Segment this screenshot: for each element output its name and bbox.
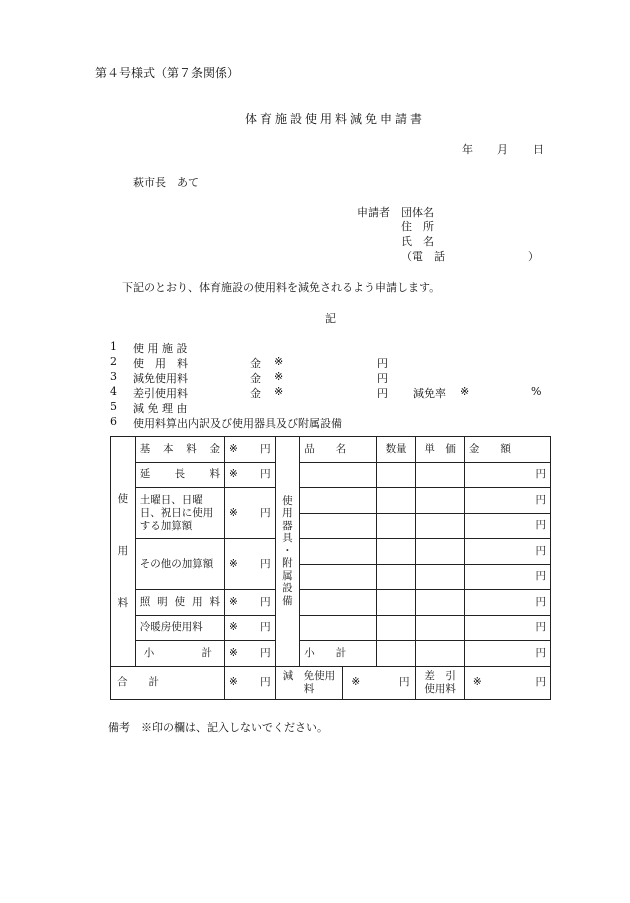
item-4-kin: 金 xyxy=(250,387,261,400)
yen: 円 xyxy=(260,676,271,688)
item-1-label: 使 用 施 設 xyxy=(133,342,188,355)
item-3-num: 3 xyxy=(110,370,117,383)
mark: ※ xyxy=(229,621,238,634)
mark: ※ xyxy=(229,595,238,608)
fee-row-label: その他の加算額 xyxy=(135,539,224,590)
yen: 円 xyxy=(260,595,271,608)
item-4-label: 差引使用料 xyxy=(133,387,188,400)
equip-subtotal-amount[interactable]: 円 xyxy=(464,641,550,667)
equip-subtotal-label: 小 計 xyxy=(300,641,376,667)
net-value xyxy=(464,666,550,699)
item-3-mark: ※ xyxy=(274,370,284,383)
item-4-percent: % xyxy=(531,385,542,398)
equip-amount-cell[interactable]: 円 xyxy=(464,590,550,616)
item-5-label: 減 免 理 由 xyxy=(133,402,188,415)
equip-char: 用 xyxy=(282,507,293,520)
total-label: 合 計 xyxy=(111,666,225,699)
applicant-phone-close: ） xyxy=(528,250,539,263)
item-2-yen: 円 xyxy=(377,357,388,370)
fee-row-label: 基本料金 xyxy=(135,437,224,463)
equip-name-cell[interactable] xyxy=(300,590,376,616)
yen: 円 xyxy=(260,506,271,519)
table-row xyxy=(111,437,551,463)
table-row xyxy=(111,590,551,616)
fee-char: 料 xyxy=(117,597,129,610)
reduced-value xyxy=(343,666,416,699)
mark: ※ xyxy=(229,676,238,688)
equip-char: 設 xyxy=(282,582,293,595)
ki-label: 記 xyxy=(325,312,336,325)
item-6-label: 使用料算出内訳及び使用器具及び附属設備 xyxy=(133,417,342,430)
equip-name-cell[interactable] xyxy=(300,513,376,539)
item-2-mark: ※ xyxy=(274,355,284,368)
header-qty: 数量 xyxy=(376,437,416,463)
mark: ※ xyxy=(351,676,361,688)
mark: ※ xyxy=(229,468,238,481)
yen: 円 xyxy=(398,676,410,688)
mark: ※ xyxy=(229,442,238,455)
item-1-num: 1 xyxy=(110,340,117,353)
equip-char: 附 xyxy=(282,557,293,570)
item-5-num: 5 xyxy=(110,400,117,413)
applicant-org-name: 団体名 xyxy=(401,206,434,219)
table-row xyxy=(111,666,551,699)
equip-price-cell[interactable] xyxy=(416,462,464,488)
table-row xyxy=(111,488,551,514)
yen: 円 xyxy=(260,621,271,634)
item-4-mark: ※ xyxy=(274,385,284,398)
equip-name-cell[interactable] xyxy=(300,462,376,488)
equip-name-cell[interactable] xyxy=(300,488,376,514)
date-year: 年 xyxy=(462,143,473,156)
equip-amount-cell[interactable]: 円 xyxy=(464,513,550,539)
item-2-num: 2 xyxy=(110,355,117,368)
equip-char: 使 xyxy=(282,494,293,507)
page-title: 体育施設使用料減免申請書 xyxy=(245,112,426,126)
header-amount: 金 額 xyxy=(464,437,550,463)
mark: ※ xyxy=(229,646,238,659)
fee-group-label xyxy=(111,437,136,667)
item-2-label: 使 用 料 xyxy=(133,357,188,370)
equip-price-cell[interactable] xyxy=(416,488,464,514)
fee-row-label: 冷暖房使用料 xyxy=(135,615,224,641)
fee-row-label: 照明使用料 xyxy=(135,590,224,616)
item-3-label: 減免使用料 xyxy=(133,372,188,385)
yen: 円 xyxy=(260,557,271,570)
yen: 円 xyxy=(260,468,271,481)
equip-qty-cell[interactable] xyxy=(376,564,416,590)
fee-subtotal-value xyxy=(225,641,276,667)
table-row xyxy=(111,615,551,641)
item-4-rate-mark: ※ xyxy=(460,385,470,398)
item-4-yen: 円 xyxy=(377,387,388,400)
date-month: 月 xyxy=(497,143,508,156)
note: 備考 ※印の欄は、記入しないでください。 xyxy=(108,721,328,734)
equip-char: 備 xyxy=(282,594,293,607)
equip-price-cell[interactable] xyxy=(416,615,464,641)
equip-qty-cell[interactable] xyxy=(376,615,416,641)
equip-subtotal-qty xyxy=(376,641,416,667)
equip-price-cell[interactable] xyxy=(416,564,464,590)
fee-row-value xyxy=(225,488,276,539)
equip-char: 属 xyxy=(282,569,293,582)
fee-row-value xyxy=(225,462,276,488)
applicant-name: 氏 名 xyxy=(401,235,434,248)
form-number: 第４号様式（第７条関係） xyxy=(95,66,240,80)
table-row xyxy=(111,462,551,488)
equip-qty-cell[interactable] xyxy=(376,488,416,514)
fee-char: 使 xyxy=(117,493,129,506)
yen: 円 xyxy=(535,676,546,688)
fee-row-label: 延長料 xyxy=(135,462,224,488)
table-row xyxy=(111,539,551,565)
equip-name-cell[interactable] xyxy=(300,615,376,641)
fee-row-value xyxy=(225,437,276,463)
equip-amount-cell[interactable]: 円 xyxy=(464,462,550,488)
header-unit-price: 単 価 xyxy=(416,437,464,463)
header-item-name: 品 名 xyxy=(300,437,376,463)
equip-name-cell[interactable] xyxy=(300,564,376,590)
item-4-rate-label: 減免率 xyxy=(413,387,446,400)
equip-qty-cell[interactable] xyxy=(376,539,416,565)
equip-amount-cell[interactable]: 円 xyxy=(464,615,550,641)
item-6-num: 6 xyxy=(110,415,117,428)
equip-price-cell[interactable] xyxy=(416,590,464,616)
date-day: 日 xyxy=(533,143,544,156)
fee-char: 用 xyxy=(117,545,129,558)
intro-text: 下記のとおり、体育施設の使用料を減免されるよう申請します。 xyxy=(122,281,441,294)
item-2-kin: 金 xyxy=(250,357,261,370)
mark: ※ xyxy=(472,676,482,688)
item-3-kin: 金 xyxy=(250,372,261,385)
fee-breakdown-table xyxy=(110,436,551,700)
applicant-address: 住 所 xyxy=(401,220,434,233)
yen: 円 xyxy=(260,646,271,659)
net-label: 差 引使用料 xyxy=(416,666,464,699)
item-4-num: 4 xyxy=(110,385,117,398)
equip-subtotal-price xyxy=(416,641,464,667)
equip-price-cell[interactable] xyxy=(416,513,464,539)
equip-amount-cell[interactable]: 円 xyxy=(464,564,550,590)
fee-row-label: 土曜日、日曜日、祝日に使用する加算額 xyxy=(135,488,224,539)
applicant-phone-open: （電 話 xyxy=(401,250,445,263)
equip-amount-cell[interactable]: 円 xyxy=(464,539,550,565)
yen: 円 xyxy=(260,442,271,455)
equip-char: 具 xyxy=(282,532,293,545)
fee-row-value xyxy=(225,539,276,590)
equip-char: ・ xyxy=(282,544,293,557)
applicant-label: 申請者 xyxy=(357,206,390,219)
equip-qty-cell[interactable] xyxy=(376,513,416,539)
addressee: 萩市長 あて xyxy=(133,176,199,189)
equip-group-label xyxy=(275,437,300,667)
fee-subtotal-label: 小計 xyxy=(135,641,224,667)
equip-qty-cell[interactable] xyxy=(376,462,416,488)
equip-char: 器 xyxy=(282,519,293,532)
total-value xyxy=(225,666,276,699)
reduced-label: 減 免使用料 xyxy=(275,666,343,699)
item-3-yen: 円 xyxy=(377,372,388,385)
mark: ※ xyxy=(229,506,238,519)
equip-price-cell[interactable] xyxy=(416,539,464,565)
equip-amount-cell[interactable]: 円 xyxy=(464,488,550,514)
mark: ※ xyxy=(229,557,238,570)
fee-row-value xyxy=(225,615,276,641)
table-row xyxy=(111,641,551,667)
equip-name-cell[interactable] xyxy=(300,539,376,565)
fee-row-value xyxy=(225,590,276,616)
equip-qty-cell[interactable] xyxy=(376,590,416,616)
